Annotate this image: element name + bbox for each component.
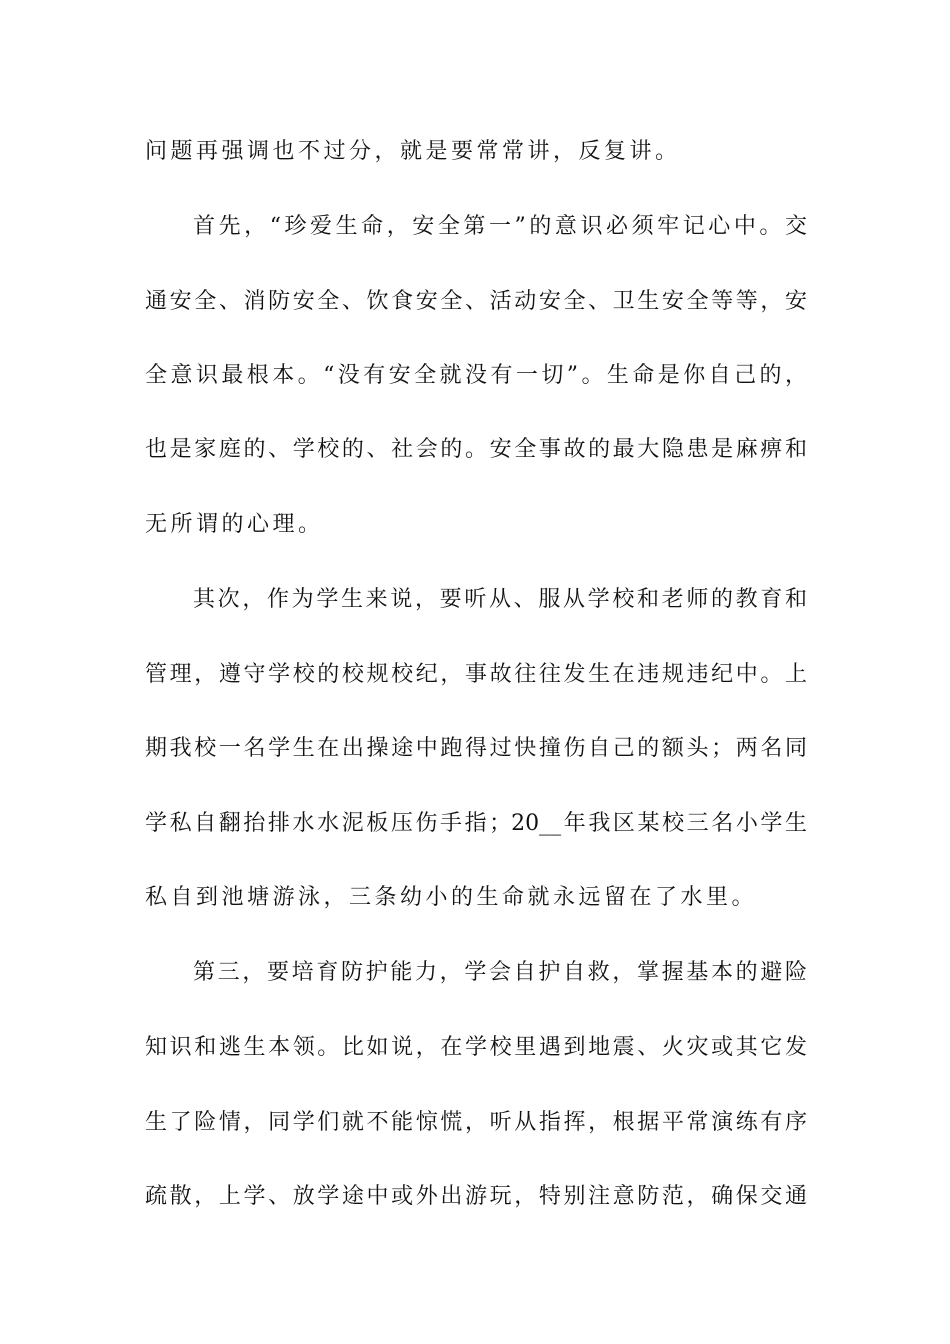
paragraph-start-line: 首先，“珍爱生命，安全第一”的意识必须牢记心中。交 xyxy=(193,214,807,239)
text-line: 通安全、消防安全、饮食安全、活动安全、卫生安全等等，安 xyxy=(145,289,807,314)
text-line: 生了险情，同学们就不能惊慌，听从指挥，根据平常演练有序 xyxy=(145,1110,807,1135)
text-line: 全意识最根本。“没有安全就没有一切”。生命是你自己的， xyxy=(145,363,807,388)
text-line: 学私自翻抬排水水泥板压伤手指；20__年我区某校三名小学生 xyxy=(145,811,807,836)
paragraph-start-line: 其次，作为学生来说，要听从、服从学校和老师的教育和 xyxy=(193,587,807,612)
text-line: 疏散，上学、放学途中或外出游玩，特别注意防范，确保交通 xyxy=(145,1184,807,1209)
text-line: 无所谓的心理。 xyxy=(145,512,324,537)
paragraph-start-line: 第三，要培育防护能力，学会自护自救，掌握基本的避险 xyxy=(193,960,807,985)
text-line: 私自到池塘游泳，三条幼小的生命就永远留在了水里。 xyxy=(145,885,758,910)
text-line: 知识和逃生本领。比如说，在学校里遇到地震、火灾或其它发 xyxy=(145,1035,807,1060)
text-line: 管理，遵守学校的校规校纪，事故往往发生在违规违纪中。上 xyxy=(145,662,807,687)
text-line: 问题再强调也不过分，就是要常常讲，反复讲。 xyxy=(145,139,681,164)
text-line: 期我校一名学生在出操途中跑得过快撞伤自己的额头；两名同 xyxy=(145,736,807,761)
text-line: 也是家庭的、学校的、社会的。安全事故的最大隐患是麻痹和 xyxy=(145,437,807,462)
